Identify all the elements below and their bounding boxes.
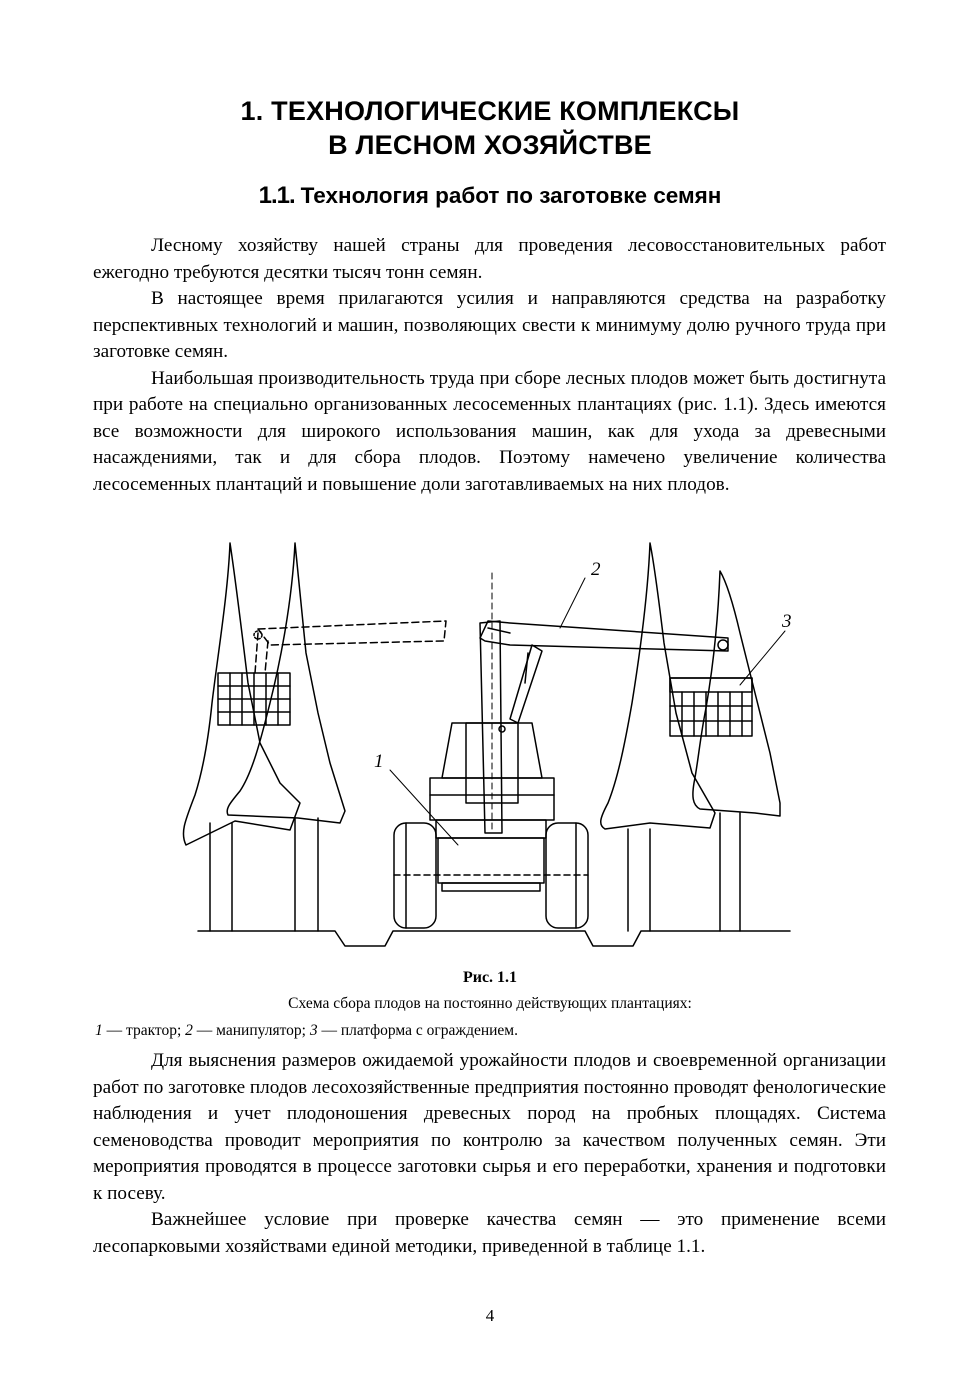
section-number: 1.1. xyxy=(258,182,295,209)
figure-label: Рис. 1.1 xyxy=(462,969,518,986)
legend-number: 1 xyxy=(95,1022,103,1039)
marker-2: 2 xyxy=(591,559,601,580)
legend-text: — платформа с ограждением. xyxy=(317,1022,518,1039)
tractor xyxy=(394,723,588,928)
paragraph: Для выяснения размеров ожидаемой урожайности плодов и своевременной организации работ по заготовке плодов лесохозяйственные предприятия постоянно проводят фенологические наблюдения и учет плодоношения древесных пород на пробных площадях. Система семеноводства проводит мероприятия по контролю за качеством полученных семян. Эти мероприятия проводятся в процессе заготовки сырья и его переработки, хранения и подготовки к посеву. xyxy=(93,1050,886,1204)
figure-1-1-diagram xyxy=(180,533,820,963)
right-platform xyxy=(670,678,752,736)
left-tree xyxy=(183,543,345,931)
leader-line-2 xyxy=(560,578,585,628)
paragraph: В настоящее время прилагаются усилия и направляются средства на разработку перспективных технологий и машин, позволяющих свести к минимуму долю ручного труда при заготовке семян. xyxy=(93,288,886,362)
manipulator-ghost-position xyxy=(255,621,446,673)
paragraph: Лесному хозяйству нашей страны для проведения лесовосстановительных работ ежегодно требуются десятки тысяч тонн семян. xyxy=(93,235,886,283)
chapter-title-line-2: В ЛЕСНОМ ХОЗЯЙСТВЕ xyxy=(328,130,652,160)
body-text-top xyxy=(93,233,886,498)
leader-line-1 xyxy=(390,770,458,845)
marker-1: 1 xyxy=(374,751,384,772)
paragraph: Важнейшее условие при проверке качества семян — это применение всеми лесопарковыми хозяйствами единой методики, приведенной в таблице 1.1. xyxy=(93,1209,886,1257)
body-text-bottom xyxy=(93,1048,886,1260)
legend-number: 2 xyxy=(185,1022,193,1039)
page-number: 4 xyxy=(485,1306,495,1325)
section-heading: Технология работ по заготовке семян xyxy=(300,183,722,208)
left-platform xyxy=(218,673,290,725)
manipulator xyxy=(480,573,728,833)
section-title xyxy=(0,182,980,210)
figure-caption: Схема сбора плодов на постоянно действующих плантациях: xyxy=(288,995,692,1012)
figure-legend xyxy=(95,1021,895,1041)
chapter-title xyxy=(0,94,980,162)
marker-3: 3 xyxy=(782,611,792,632)
paragraph: Наибольшая производительность труда при сборе лесных плодов может быть достигнута при работе на специально организованных лесосеменных плантациях (рис. 1.1). Здесь имеются все возможности для широкого использования машин, как для ухода за древесными насаждениями, так и для сбора плодов. Поэтому намечено увеличение количества лесосеменных плантаций и повышение доли заготавливаемых на них плодов. xyxy=(93,367,886,495)
legend-text: — манипулятор; xyxy=(192,1022,310,1039)
right-tree xyxy=(601,543,780,931)
chapter-title-line-1: 1. ТЕХНОЛОГИЧЕСКИЕ КОМПЛЕКСЫ xyxy=(240,96,740,126)
ground-line xyxy=(198,931,790,946)
legend-number: 3 xyxy=(309,1022,318,1039)
legend-text: — трактор; xyxy=(102,1022,186,1039)
